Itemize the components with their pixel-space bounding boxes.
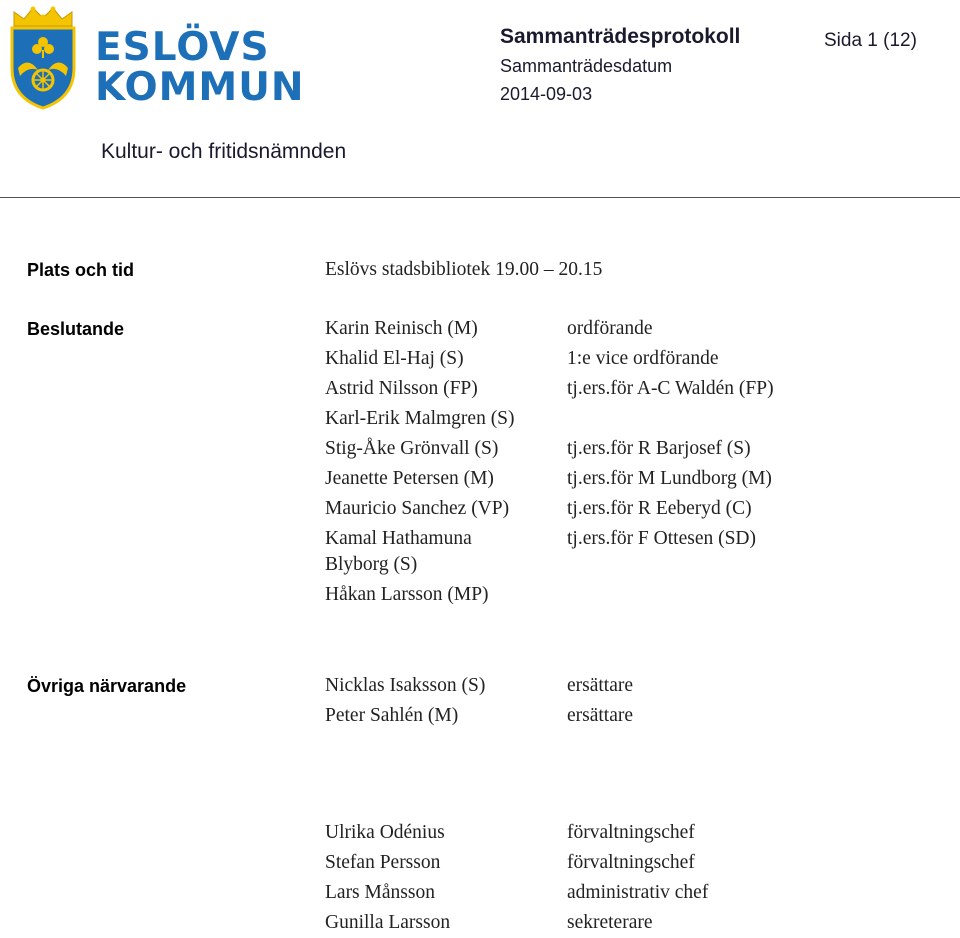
official-name: Lars Månsson — [325, 882, 435, 903]
wordmark-line-2: KOMMUN — [95, 65, 305, 110]
member-name: Stig-Åke Grönvall (S) — [325, 438, 499, 459]
member-name: Khalid El-Haj (S) — [325, 348, 464, 369]
member-role: tj.ers.för R Eeberyd (C) — [567, 498, 752, 519]
member-role: ordförande — [567, 318, 653, 339]
official-name: Gunilla Larsson — [325, 912, 451, 933]
place-time-value: Eslövs stadsbibliotek 19.00 – 20.15 — [325, 259, 603, 280]
official-name: Stefan Persson — [325, 852, 441, 873]
member-name: Kamal Hathamuna — [325, 528, 472, 549]
member-name: Karl-Erik Malmgren (S) — [325, 408, 515, 429]
official-role: förvaltningschef — [567, 822, 695, 843]
member-name: Mauricio Sanchez (VP) — [325, 498, 510, 519]
official-role: sekreterare — [567, 912, 653, 933]
document-title: Sammanträdesprotokoll — [500, 25, 741, 48]
member-role: tj.ers.för R Barjosef (S) — [567, 438, 751, 459]
meeting-date: 2014-09-03 — [500, 84, 593, 104]
wordmark-line-1: ESLÖVS — [95, 25, 270, 70]
member-name: Blyborg (S) — [325, 554, 418, 575]
page-number: Sida 1 (12) — [824, 30, 917, 51]
member-name: Peter Sahlén (M) — [325, 705, 459, 726]
header-divider — [0, 197, 960, 198]
meeting-date-label: Sammanträdesdatum — [500, 56, 673, 76]
member-name: Astrid Nilsson (FP) — [325, 378, 478, 399]
official-name: Ulrika Odénius — [325, 822, 445, 843]
member-name: Karin Reinisch (M) — [325, 318, 478, 339]
member-role: ersättare — [567, 675, 634, 696]
member-role: ersättare — [567, 705, 634, 726]
member-name: Håkan Larsson (MP) — [325, 584, 489, 605]
official-role: förvaltningschef — [567, 852, 695, 873]
member-role: tj.ers.för A-C Waldén (FP) — [567, 378, 774, 399]
member-name: Jeanette Petersen (M) — [325, 468, 494, 489]
others-present-label: Övriga närvarande — [27, 676, 187, 696]
member-role: 1:e vice ordförande — [567, 348, 719, 369]
deciding-members-label: Beslutande — [27, 319, 125, 339]
official-role: administrativ chef — [567, 882, 709, 903]
place-time-label: Plats och tid — [27, 260, 135, 280]
member-name: Nicklas Isaksson (S) — [325, 675, 486, 696]
municipality-wordmark — [95, 25, 305, 110]
committee-name: Kultur- och fritidsnämnden — [101, 140, 347, 163]
member-role: tj.ers.för M Lundborg (M) — [567, 468, 772, 489]
municipality-coat-of-arms-logo — [8, 6, 78, 110]
member-role: tj.ers.för F Ottesen (SD) — [567, 528, 757, 549]
